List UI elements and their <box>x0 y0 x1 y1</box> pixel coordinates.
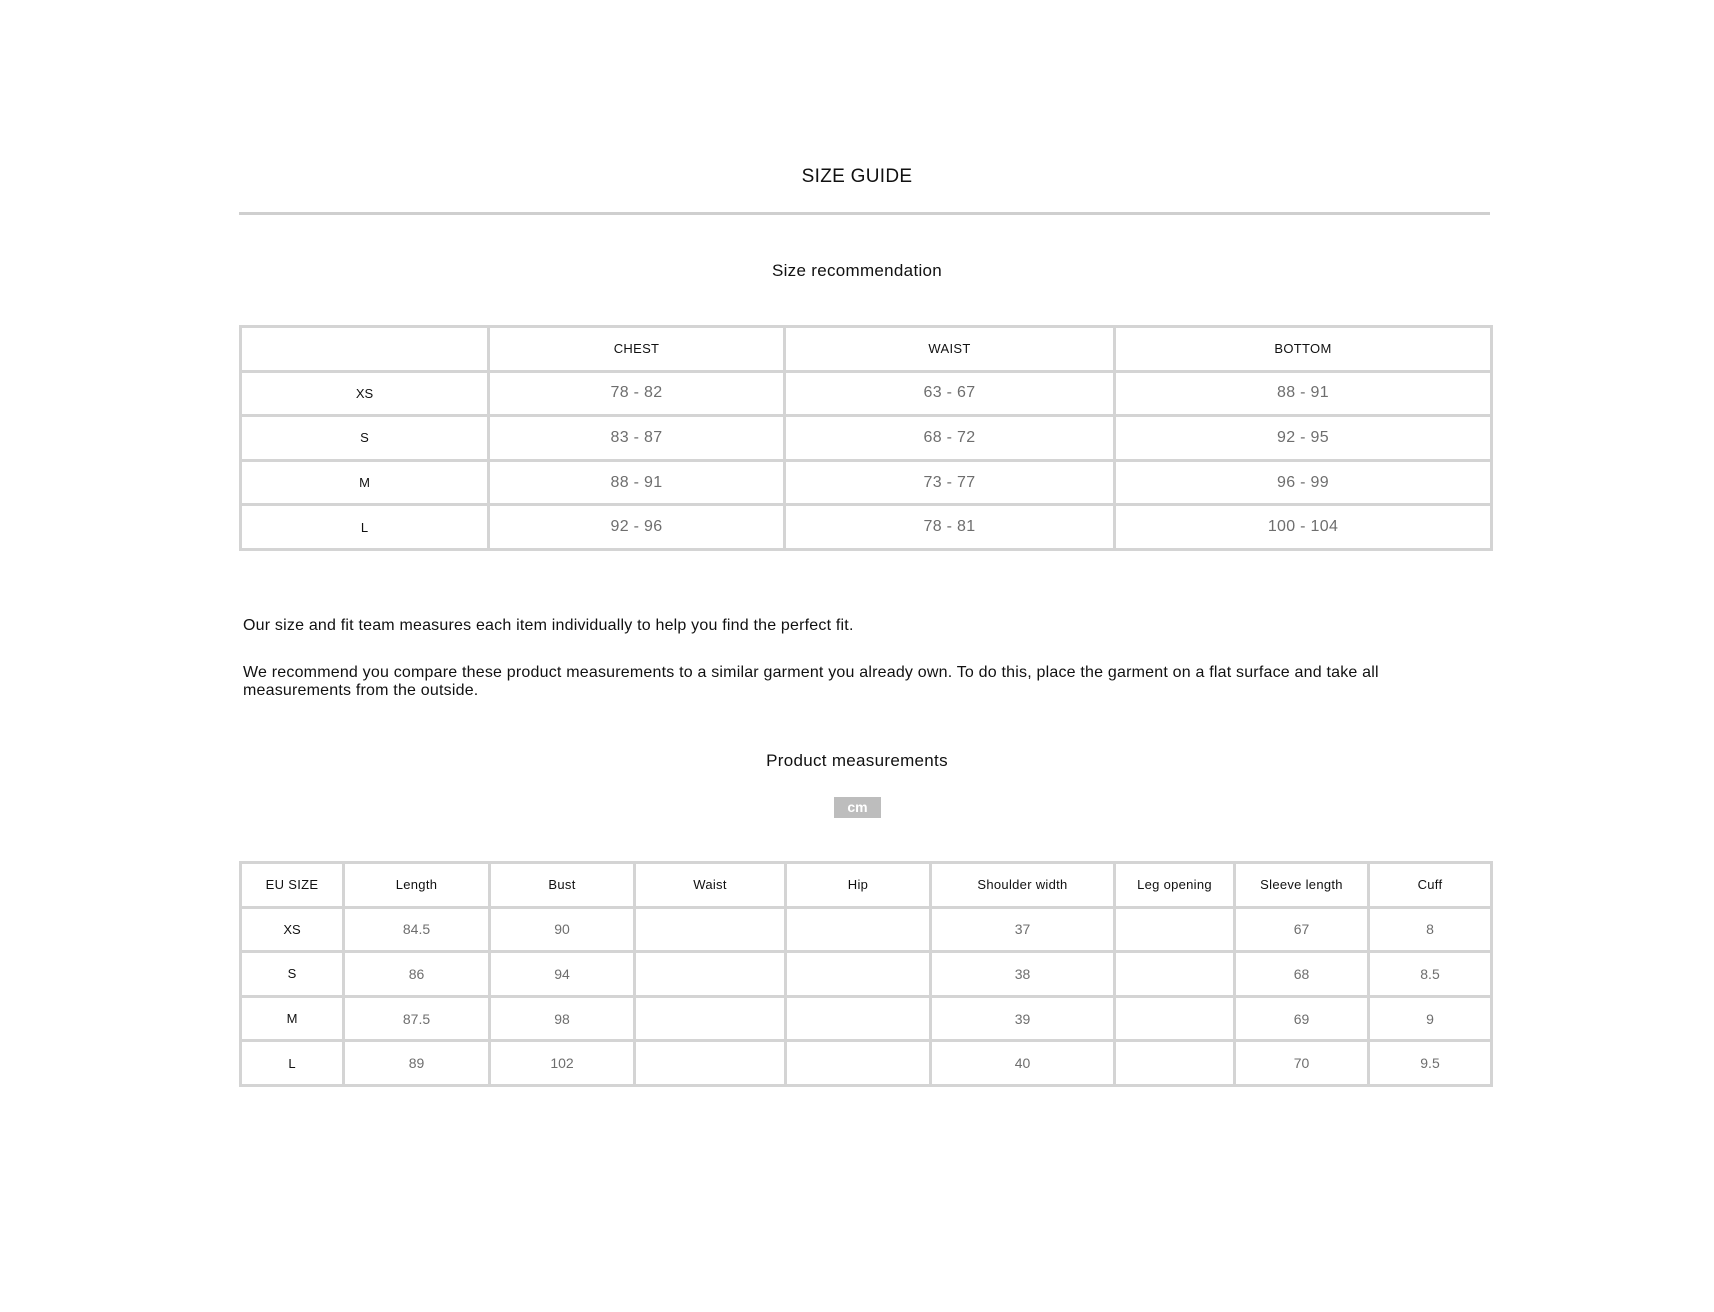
shoulder-width-value: 40 <box>931 1041 1115 1086</box>
size-label: M <box>241 460 489 505</box>
header-cell-sleeve-length: Sleeve length <box>1235 863 1369 908</box>
page-title: SIZE GUIDE <box>801 166 913 187</box>
table-header-row <box>241 863 1492 908</box>
size-label: M <box>241 996 344 1041</box>
bottom-value: 96 - 99 <box>1115 460 1492 505</box>
size-recommendation-heading: Size recommendation <box>771 261 943 280</box>
bust-value: 98 <box>490 996 635 1041</box>
bust-value: 102 <box>490 1041 635 1086</box>
length-value: 89 <box>344 1041 490 1086</box>
chest-value: 83 - 87 <box>489 416 785 461</box>
waist-value: 68 - 72 <box>785 416 1115 461</box>
header-cell-bust: Bust <box>490 863 635 908</box>
chest-value: 78 - 82 <box>489 371 785 416</box>
table-header-row <box>241 327 1492 372</box>
table-row <box>241 1041 1492 1086</box>
length-value: 86 <box>344 952 490 997</box>
size-label: L <box>241 1041 344 1086</box>
leg-opening-value <box>1115 996 1235 1041</box>
header-cell-chest: CHEST <box>489 327 785 372</box>
length-value: 84.5 <box>344 907 490 952</box>
cuff-value: 9 <box>1369 996 1492 1041</box>
size-label: S <box>241 416 489 461</box>
sleeve-length-value: 68 <box>1235 952 1369 997</box>
bottom-value: 92 - 95 <box>1115 416 1492 461</box>
waist-value <box>635 1041 786 1086</box>
header-cell-eu-size: EU SIZE <box>241 863 344 908</box>
leg-opening-value <box>1115 907 1235 952</box>
unit-toggle-cm[interactable]: cm <box>834 797 881 818</box>
cuff-value: 9.5 <box>1369 1041 1492 1086</box>
size-label: XS <box>241 371 489 416</box>
shoulder-width-value: 39 <box>931 996 1115 1041</box>
hip-value <box>786 907 931 952</box>
header-cell-cuff: Cuff <box>1369 863 1492 908</box>
length-value: 87.5 <box>344 996 490 1041</box>
size-label: L <box>241 505 489 550</box>
cuff-value: 8 <box>1369 907 1492 952</box>
table-row <box>241 460 1492 505</box>
product-measurements-heading: Product measurements <box>766 751 948 770</box>
sleeve-length-value: 70 <box>1235 1041 1369 1086</box>
sleeve-length-value: 69 <box>1235 996 1369 1041</box>
shoulder-width-value: 37 <box>931 907 1115 952</box>
waist-value: 73 - 77 <box>785 460 1115 505</box>
header-cell-leg-opening: Leg opening <box>1115 863 1235 908</box>
header-cell-hip: Hip <box>786 863 931 908</box>
header-cell-empty <box>241 327 489 372</box>
table-row <box>241 416 1492 461</box>
table-row <box>241 371 1492 416</box>
size-label: XS <box>241 907 344 952</box>
chest-value: 92 - 96 <box>489 505 785 550</box>
size-label: S <box>241 952 344 997</box>
table-row <box>241 996 1492 1041</box>
header-cell-waist: WAIST <box>785 327 1115 372</box>
intro-paragraph-compare: We recommend you compare these product measurements to a similar garment you already own. To do this, place the garment on a flat surface and take all measurements from the outside. <box>243 664 1379 699</box>
chest-value: 88 - 91 <box>489 460 785 505</box>
leg-opening-value <box>1115 1041 1235 1086</box>
header-cell-length: Length <box>344 863 490 908</box>
bust-value: 90 <box>490 907 635 952</box>
sleeve-length-value: 67 <box>1235 907 1369 952</box>
hip-value <box>786 996 931 1041</box>
product-measurements-table <box>239 861 1493 1087</box>
header-cell-shoulder-width: Shoulder width <box>931 863 1115 908</box>
waist-value <box>635 996 786 1041</box>
intro-paragraph-fit-team: Our size and fit team measures each item individually to help you find the perfect fit. <box>243 617 854 634</box>
bust-value: 94 <box>490 952 635 997</box>
size-recommendation-table <box>239 325 1493 551</box>
table-row <box>241 952 1492 997</box>
table-row <box>241 907 1492 952</box>
waist-value <box>635 952 786 997</box>
bottom-value: 88 - 91 <box>1115 371 1492 416</box>
hip-value <box>786 1041 931 1086</box>
waist-value: 78 - 81 <box>785 505 1115 550</box>
hip-value <box>786 952 931 997</box>
bottom-value: 100 - 104 <box>1115 505 1492 550</box>
header-cell-waist: Waist <box>635 863 786 908</box>
waist-value <box>635 907 786 952</box>
cuff-value: 8.5 <box>1369 952 1492 997</box>
table-row <box>241 505 1492 550</box>
title-divider <box>239 212 1490 215</box>
shoulder-width-value: 38 <box>931 952 1115 997</box>
header-cell-bottom: BOTTOM <box>1115 327 1492 372</box>
waist-value: 63 - 67 <box>785 371 1115 416</box>
leg-opening-value <box>1115 952 1235 997</box>
